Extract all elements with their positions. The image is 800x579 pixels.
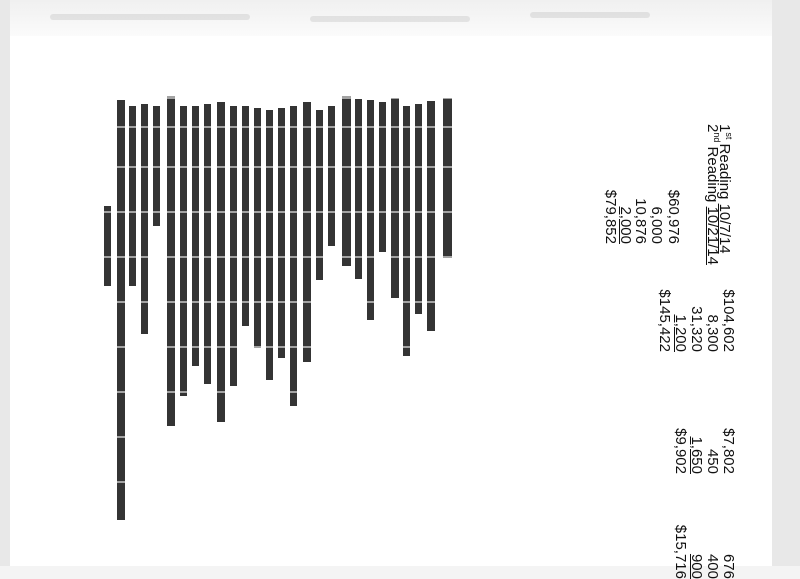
illegible-text-block [10, 36, 772, 566]
amount-cell: 8,300 [704, 314, 721, 352]
amount-cell: 6,000 [648, 206, 665, 244]
amount-cell: 10,876 [632, 198, 649, 244]
scan-right-margin [772, 0, 800, 566]
amount-total: $15,716 [672, 524, 689, 579]
amount-cell: $60,976 [665, 189, 682, 244]
amount-cell: 1,650 [688, 436, 705, 474]
amount-total: $79,852 [602, 189, 619, 244]
scanned-page [10, 36, 772, 579]
amount-cell: 676 [720, 553, 737, 579]
first-reading-line: 1st Reading 10/7/14 [716, 124, 734, 254]
amount-total: $9,902 [672, 428, 689, 474]
scan-top-band [10, 0, 772, 36]
amount-total: $145,422 [656, 289, 673, 352]
amount-cell: 450 [704, 448, 721, 474]
scan-left-margin [0, 0, 10, 566]
second-reading-line: 2nd Reading 10/21/14 [704, 124, 722, 265]
amount-cell: 400 [704, 553, 721, 579]
amount-cell: 2,000 [617, 206, 634, 244]
amount-cell: 1,200 [672, 314, 689, 352]
amount-cell: $104,602 [720, 289, 737, 352]
amount-cell: $7,802 [720, 428, 737, 474]
amount-cell: 31,320 [688, 306, 705, 352]
amount-cell: 900 [688, 553, 705, 579]
